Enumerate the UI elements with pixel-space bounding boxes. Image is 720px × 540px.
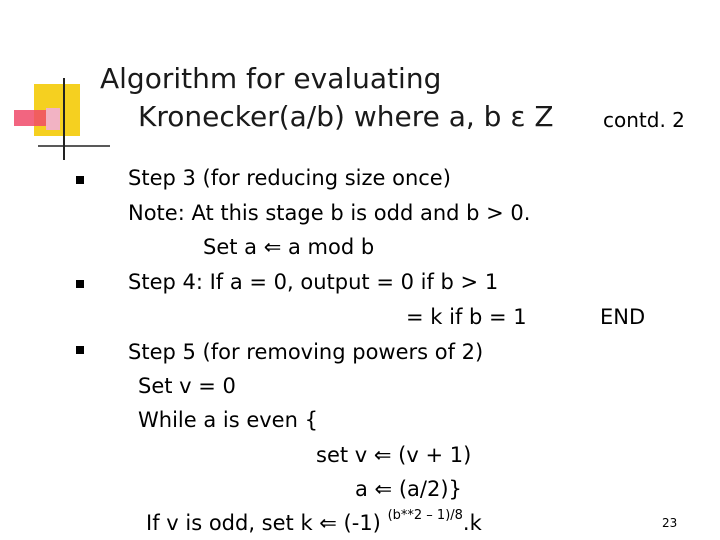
step5-set-v-increment: set v ⇐ (v + 1) [316,443,472,467]
step3-heading: Step 3 (for reducing size once) [128,166,451,190]
bullet-icon [76,176,84,184]
step4-line-1: Step 4: If a = 0, output = 0 if b > 1 [128,270,499,294]
step3-note: Note: At this stage b is odd and b > 0. [128,201,531,225]
bullet-icon [76,280,84,288]
contd-label: contd. 2 [603,108,685,132]
page-number: 23 [662,516,678,530]
slide-title-line-2: Kronecker(a/b) where a, b ε Z [138,100,554,133]
step5-final-line [146,508,482,539]
step5-set-v: Set v = 0 [138,374,236,398]
step5-final-suffix: .k [462,511,482,535]
step5-while: While a is even { [138,408,318,432]
step5-final-exponent: (b**2 – 1)/8 [387,508,463,523]
step4-line-2: = k if b = 1 [406,305,527,329]
step5-a-half: a ⇐ (a/2)} [355,477,462,501]
step3-assign: Set a ⇐ a mod b [203,235,375,259]
step5-heading: Step 5 (for removing powers of 2) [128,340,484,364]
bullet-icon [76,346,84,354]
step4-end: END [600,305,646,329]
step5-final-prefix: If v is odd, set k ⇐ (-1) [146,511,388,535]
slide-title-line-1: Algorithm for evaluating [100,62,442,95]
